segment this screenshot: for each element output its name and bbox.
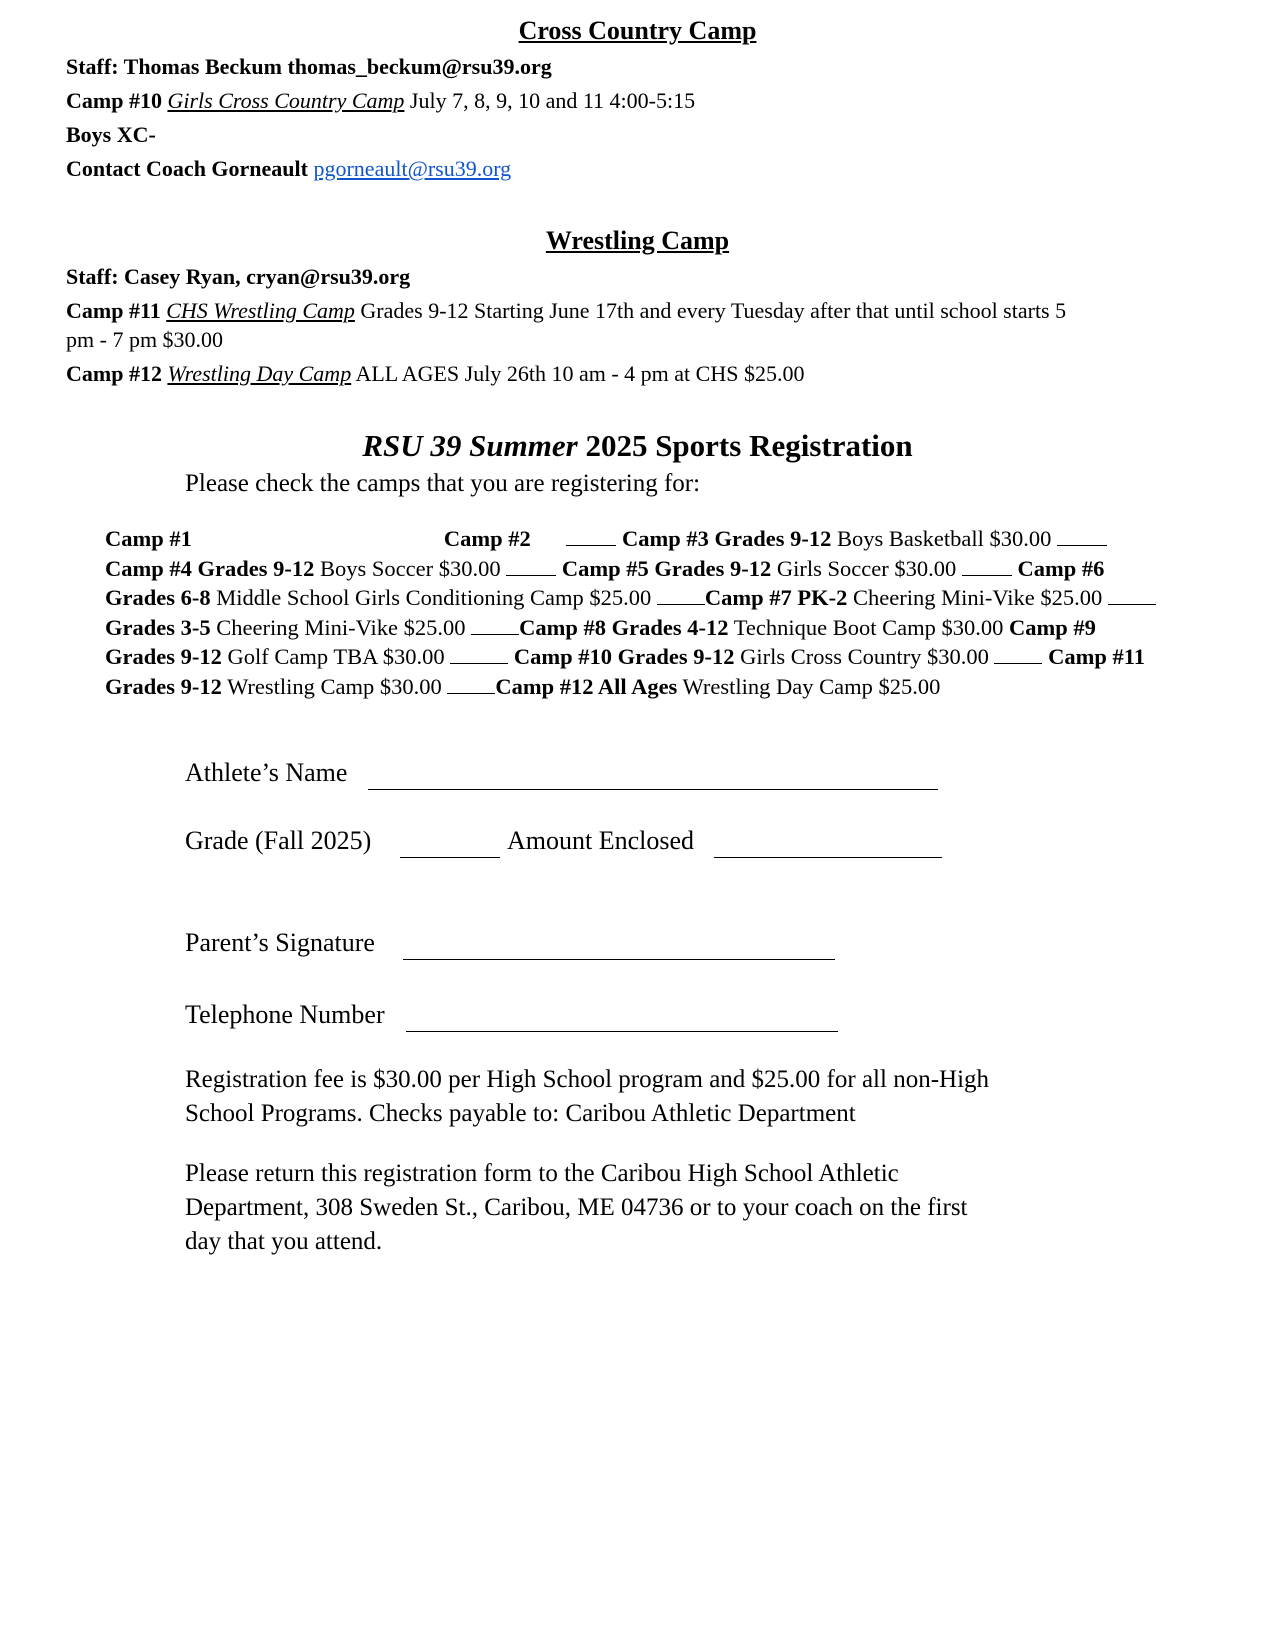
return-line-3: day that you attend. bbox=[185, 1228, 383, 1255]
camp10-checkbox[interactable] bbox=[450, 663, 508, 664]
camp8-text: Technique Boot Camp $30.00 bbox=[733, 614, 1004, 640]
camp4-text: Boys Soccer $30.00 bbox=[320, 555, 501, 581]
contact-line bbox=[66, 156, 511, 182]
registration-title-italic: RSU 39 Summer bbox=[362, 428, 578, 463]
camp10-details: July 7, 8, 9, 10 and 11 4:00-5:15 bbox=[409, 88, 696, 113]
parent-signature-label: Parent’s Signature bbox=[185, 928, 375, 957]
camp7-checkbox[interactable] bbox=[657, 604, 705, 605]
camps-checklist bbox=[105, 524, 1165, 701]
camp1-label: Camp #1 bbox=[105, 526, 192, 551]
camp5-text: Girls Soccer $30.00 bbox=[776, 555, 957, 581]
camp3-checkbox[interactable] bbox=[566, 545, 616, 546]
amount-enclosed-label: Amount Enclosed bbox=[507, 826, 695, 855]
camp11-line bbox=[66, 298, 1066, 324]
camp7b-label: Grades 3-5 bbox=[105, 614, 211, 640]
camp11-name: CHS Wrestling Camp bbox=[166, 298, 355, 323]
contact-email-link[interactable]: pgorneault@rsu39.org bbox=[313, 156, 512, 181]
camp10-line bbox=[66, 88, 695, 114]
return-line-1: Please return this registration form to the Caribou High School Athletic bbox=[185, 1160, 899, 1187]
boys-xc-label: Boys XC- bbox=[66, 122, 156, 147]
cross-country-heading: Cross Country Camp bbox=[518, 16, 757, 45]
telephone-field[interactable] bbox=[406, 1031, 838, 1032]
camp12-label: Camp #12 bbox=[66, 361, 162, 386]
camp7-text: Cheering Mini-Vike $25.00 bbox=[853, 585, 1103, 610]
registration-title-rest: 2025 Sports Registration bbox=[585, 428, 913, 463]
camp4-checkbox[interactable] bbox=[1057, 545, 1107, 546]
camp3-label: Camp #3 Grades 9-12 bbox=[622, 526, 832, 551]
camp12-name: Wrestling Day Camp bbox=[167, 361, 352, 386]
camp12-reg-label: Camp #12 All Ages bbox=[495, 673, 678, 699]
grade-label: Grade (Fall 2025) bbox=[185, 826, 372, 855]
camp11-details-continued: pm - 7 pm $30.00 bbox=[66, 327, 224, 352]
camp11-label: Camp #11 bbox=[66, 298, 161, 323]
wrestling-staff: Staff: Casey Ryan, cryan@rsu39.org bbox=[66, 264, 411, 289]
camp7-label: Camp #7 PK-2 bbox=[704, 585, 848, 610]
return-paragraph bbox=[185, 1157, 968, 1259]
camp6-checkbox[interactable] bbox=[962, 575, 1012, 576]
camp12-line bbox=[66, 361, 804, 387]
athlete-name-field[interactable] bbox=[368, 789, 938, 790]
camp8-checkbox[interactable] bbox=[471, 634, 519, 635]
fee-paragraph bbox=[185, 1063, 989, 1131]
camp9-label: Camp #9 Grades 9-12 bbox=[105, 614, 1096, 669]
return-line-2: Department, 308 Sweden St., Caribou, ME 04736 or to your coach on the first bbox=[185, 1194, 968, 1221]
camp9-text: Golf Camp TBA $30.00 bbox=[227, 644, 445, 669]
camp7b-text: Cheering Mini-Vike $25.00 bbox=[216, 614, 466, 640]
camp12-reg-text: Wrestling Day Camp $25.00 bbox=[682, 673, 941, 699]
amount-enclosed-field[interactable] bbox=[714, 857, 942, 858]
camp10-label: Camp #10 bbox=[66, 88, 162, 113]
cross-country-staff: Staff: Thomas Beckum thomas_beckum@rsu39.org bbox=[66, 54, 552, 79]
camp3-text: Boys Basketball $30.00 bbox=[837, 526, 1052, 551]
camp2-label: Camp #2 bbox=[443, 526, 531, 551]
registration-instruction: Please check the camps that you are registering for: bbox=[185, 470, 701, 497]
camp11-checkbox[interactable] bbox=[994, 663, 1042, 664]
grade-field[interactable] bbox=[400, 857, 500, 858]
camp6-label: Camp #6 Grades 6-8 bbox=[105, 555, 1105, 610]
camp10-reg-label: Camp #10 Grades 9-12 bbox=[513, 644, 735, 669]
camp4-label: Camp #4 Grades 9-12 bbox=[105, 555, 315, 581]
wrestling-heading: Wrestling Camp bbox=[545, 226, 730, 255]
athlete-name-label: Athlete’s Name bbox=[185, 758, 348, 787]
camp10-name: Girls Cross Country Camp bbox=[167, 88, 405, 113]
camp10-reg-text: Girls Cross Country $30.00 bbox=[740, 644, 989, 669]
camp7b-checkbox[interactable] bbox=[1108, 604, 1156, 605]
camp12-checkbox[interactable] bbox=[447, 693, 495, 694]
camp11-reg-label: Camp #11 Grades 9-12 bbox=[105, 644, 1145, 699]
camp11-reg-text: Wrestling Camp $30.00 bbox=[227, 673, 442, 699]
parent-signature-field[interactable] bbox=[403, 959, 835, 960]
fee-line-1: Registration fee is $30.00 per High School program and $25.00 for all non-High bbox=[185, 1066, 990, 1093]
camp8-label: Camp #8 Grades 4-12 bbox=[519, 614, 729, 640]
fee-line-2: School Programs. Checks payable to: Caribou Athletic Department bbox=[185, 1100, 856, 1127]
camp5-label: Camp #5 Grades 9-12 bbox=[561, 555, 772, 581]
camp5-checkbox[interactable] bbox=[506, 575, 556, 576]
telephone-label: Telephone Number bbox=[185, 1000, 385, 1029]
contact-label: Contact Coach Gorneault bbox=[66, 156, 308, 181]
registration-title bbox=[0, 428, 1275, 464]
camp11-details: Grades 9-12 Starting June 17th and every Tuesday after that until school starts 5 bbox=[360, 298, 1067, 323]
camp6-text: Middle School Girls Conditioning Camp $25.00 bbox=[216, 585, 652, 610]
camp12-details: ALL AGES July 26th 10 am - 4 pm at CHS $25.00 bbox=[355, 361, 805, 386]
